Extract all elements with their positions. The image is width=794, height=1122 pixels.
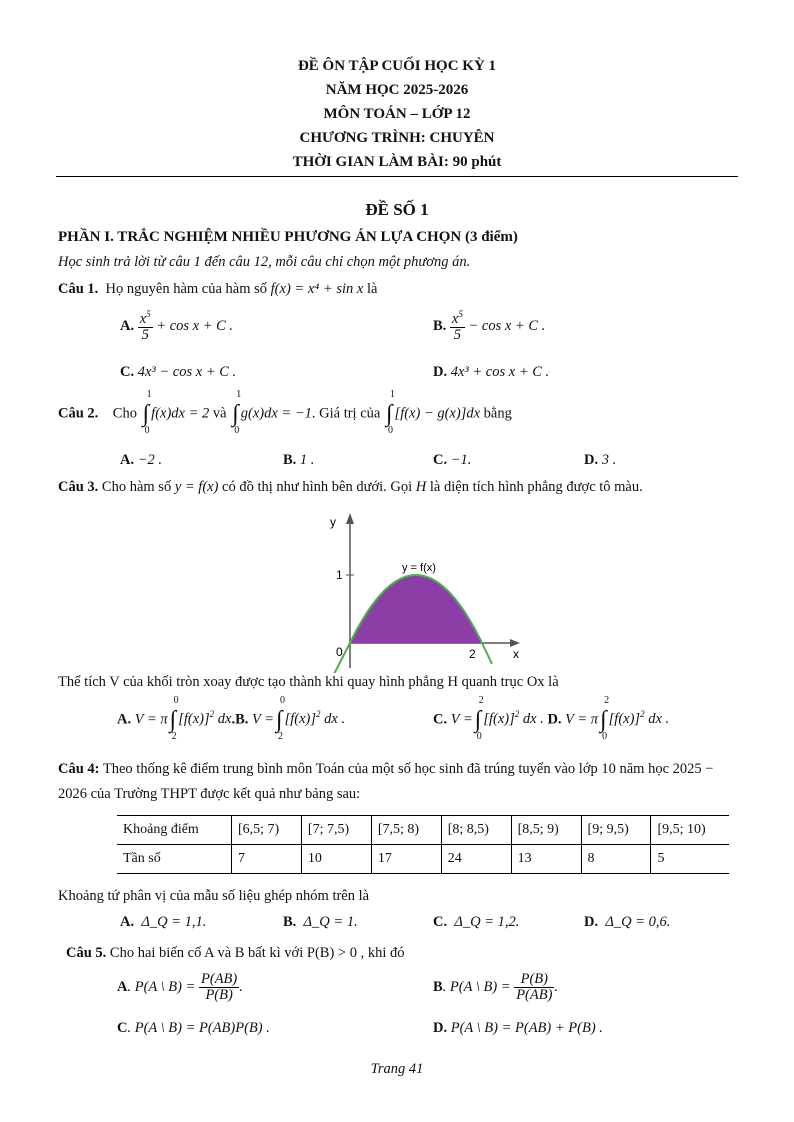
q3-label: Câu 3. (58, 479, 99, 495)
q1-label: Câu 1. (58, 281, 99, 297)
q5-option-d: D. P(A \ B) = P(AB) + P(B) . (433, 1020, 603, 1036)
section-instruction: Học sinh trả lời từ câu 1 đến câu 12, mỗi câu chỉ chọn một phương án. (58, 254, 471, 270)
q5-text: Cho hai biến cố A và B bất kì với P(B) > 0 , khi đó (109, 945, 405, 961)
q4-option-b: B. Δ_Q = 1. (283, 914, 358, 930)
question-3: Câu 3. Cho hàm số y = f(x) có đồ thị như hình bên dưới. Gọi H là diện tích hình phẳng được tô màu. (58, 479, 643, 495)
question-4 (58, 757, 740, 807)
q3-d-letter: D. (547, 711, 562, 728)
header-line-2: NĂM HỌC 2025-2026 (325, 82, 469, 98)
header-line-3: MÔN TOÁN – LỚP 12 (323, 106, 471, 122)
q1-option-a: A. $\frac{x^5}{5}$ + cos x + C . (120, 309, 234, 344)
q5-option-c: C. P(A \ B) = P(AB)P(B) . (117, 1020, 270, 1036)
q2-option-a: A. −2 . (120, 452, 163, 468)
y-axis-arrow-icon (346, 513, 354, 524)
q3-stem: Thể tích V của khối tròn xoay được tạo thành khi quay hình phẳng H quanh trục Ox là (58, 674, 559, 690)
x-label: x (513, 647, 519, 661)
page-footer: Trang 41 (370, 1061, 424, 1077)
x-axis-arrow-icon (510, 639, 520, 647)
origin-label: 0 (336, 645, 343, 659)
header-divider (56, 176, 738, 177)
q3-options-cd: C. V = 2 ∫ 0 $[f(x)]^2$ dx . D. V = π 2 ∫ 0 $[f(x)]^2$ dx . (433, 695, 670, 742)
q2-option-c: C. −1. (433, 452, 472, 468)
q4-option-c: C. Δ_Q = 1,2. (433, 914, 520, 930)
q1-option-d (433, 364, 549, 381)
q1-c-letter: C. (120, 364, 135, 380)
exam-title: ĐỀ SỐ 1 (365, 200, 429, 219)
q5-option-a: A. P(A \ B) = $\frac{P(AB)}{P(B)}$ . (117, 971, 243, 1004)
q4-option-a: A. Δ_Q = 1,1. (120, 914, 207, 930)
q1-tail: là (366, 281, 378, 297)
q4-question: Khoảng tứ phân vị của mẫu số liệu ghép nhóm trên là (58, 888, 370, 904)
q2-option-d: D. 3 . (584, 452, 617, 468)
header-line-1: ĐỀ ÔN TẬP CUỐI HỌC KỲ 1 (297, 58, 497, 74)
q1-c-expr: 4x³ − cos x + C . (137, 364, 237, 380)
q4-option-d: D. Δ_Q = 0,6. (584, 914, 671, 930)
q2-option-b: B. 1 . (283, 452, 315, 468)
x-tick-label: 2 (469, 647, 476, 661)
q2-label: Câu 2. (58, 405, 99, 422)
curve-label: y = f(x) (402, 562, 436, 574)
q1-b-letter: B. (433, 317, 447, 334)
q1-d-letter: D. (433, 364, 448, 380)
q5-label: Câu 5. (66, 945, 107, 961)
section-title: PHẦN I. TRẮC NGHIỆM NHIỀU PHƯƠNG ÁN LỰA CHỌN (3 điểm) (58, 229, 518, 245)
y-tick-label: 1 (336, 568, 343, 582)
question-1 (58, 281, 377, 298)
q4-text: Theo thống kê điểm trung bình môn Toán của một số học sinh đã trúng tuyển vào lớp 10 năm học 2025 − 2026 của Trường THPT được kết quả như bảng sau: (58, 761, 714, 802)
q2-giatri: . Giá trị của (311, 405, 381, 422)
frequency-table (117, 815, 729, 874)
q1-option-b: B. $\frac{x^5}{5}$ − cos x + C . (433, 309, 546, 344)
q4-label: Câu 4: (58, 761, 100, 777)
q2-cho: Cho (112, 405, 137, 422)
question-5 (66, 945, 404, 962)
q2-va: và (212, 405, 227, 422)
q3-graph (300, 508, 530, 673)
q3-a-letter: A. (117, 711, 132, 728)
table-row: Tần số 7 10 17 24 13 8 5 (117, 845, 729, 874)
question-2: Câu 2. Cho 1 ∫ 0 f(x)dx = 2 và 1 ∫ 0 g(x)dx = −1. Giá trị của 1 ∫ 0 [f(x) − g(x)]dx bằng (58, 389, 512, 436)
q1-text: Họ nguyên hàm của hàm số (105, 281, 268, 297)
q3-c-letter: C. (433, 711, 448, 728)
y-label: y (330, 515, 336, 529)
q1-option-c (120, 364, 236, 381)
q5-option-b: B. P(A \ B) = $\frac{P(B)}{P(AB)}$ . (433, 971, 559, 1004)
q2-bang: bằng (483, 405, 512, 422)
header-line-4: CHƯƠNG TRÌNH: CHUYÊN (299, 130, 495, 146)
header-line-5: THỜI GIAN LÀM BÀI: 90 phút (292, 154, 502, 170)
q3-b-letter: .B. (231, 711, 249, 728)
q1-function: f(x) = x⁴ + sin x (270, 281, 364, 297)
q1-d-expr: 4x³ + cos x + C . (450, 364, 550, 380)
q1-a-letter: A. (120, 317, 135, 334)
table-row: Khoảng điểm [6,5; 7) [7; 7,5) [7,5; 8) [8; 8,5) [8,5; 9) [9; 9,5) [9,5; 10) (117, 816, 729, 845)
q3-options: A. V = π 0 ∫ 2 $[f(x)]^2$ dx.B. V = 0 ∫ 2 $[f(x)]^2$ dx . (117, 695, 346, 742)
